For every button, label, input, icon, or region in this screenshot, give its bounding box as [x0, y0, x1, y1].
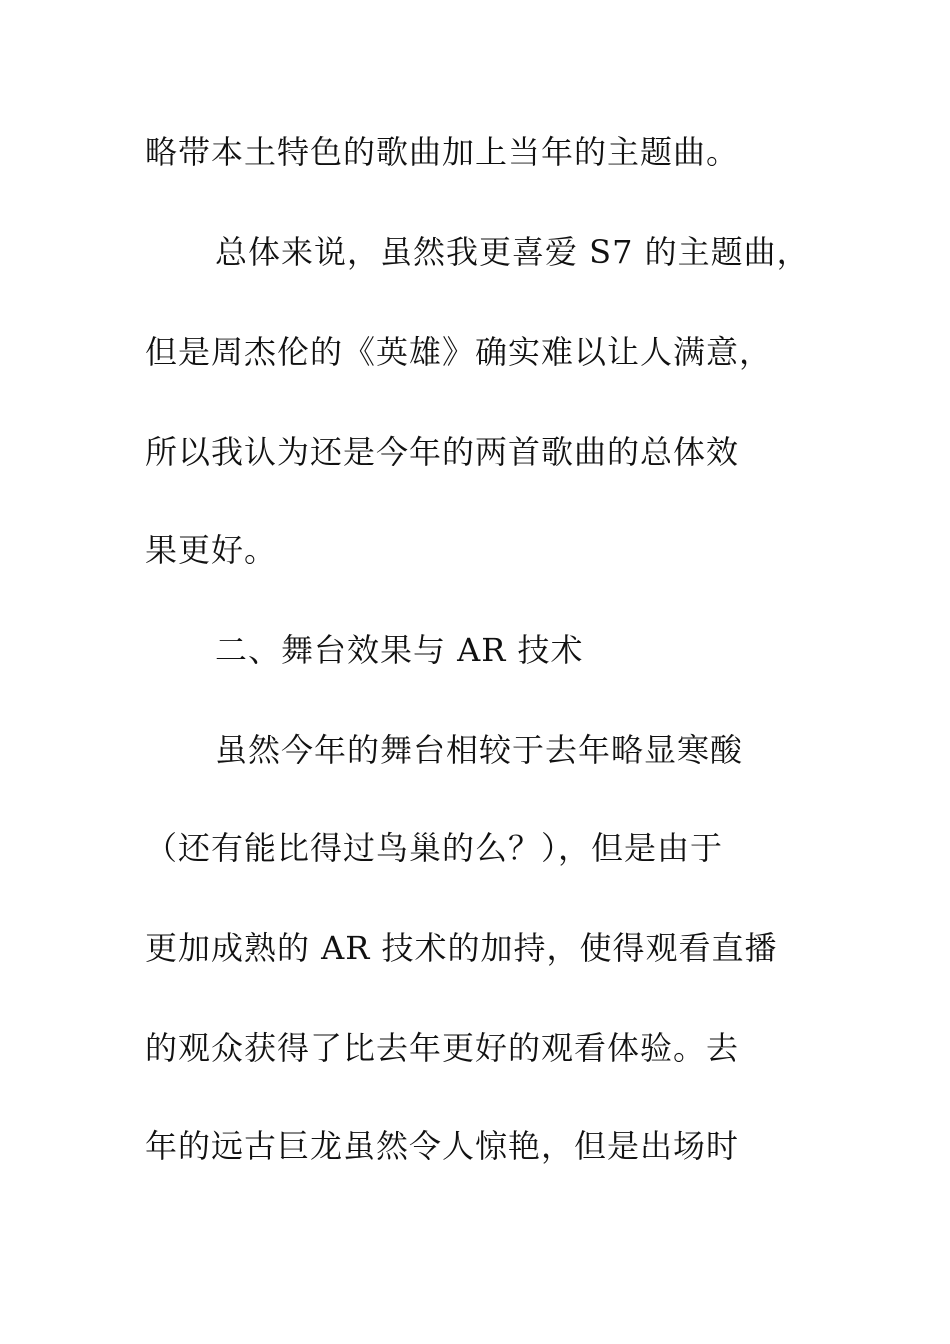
section-heading: 二、舞台效果与 AR 技术: [215, 631, 584, 669]
paragraph-line: 更加成熟的 AR 技术的加持，使得观看直播: [145, 929, 778, 967]
paragraph-line: 年的远古巨龙虽然令人惊艳，但是出场时: [145, 1127, 740, 1165]
paragraph-line: 所以我认为还是今年的两首歌曲的总体效: [145, 433, 740, 471]
paragraph-line: 虽然今年的舞台相较于去年略显寒酸: [215, 731, 744, 769]
paragraph-line: （还有能比得过鸟巢的么？），但是由于: [145, 829, 724, 867]
paragraph-line: 的观众获得了比去年更好的观看体验。去: [145, 1029, 740, 1067]
paragraph-line: 果更好。: [145, 531, 278, 569]
paragraph-line: 略带本土特色的歌曲加上当年的主题曲。: [145, 133, 740, 171]
paragraph-line: 总体来说，虽然我更喜爱 S7 的主题曲，: [215, 233, 810, 271]
paragraph-line: 但是周杰伦的《英雄》确实难以让人满意，: [145, 333, 773, 371]
